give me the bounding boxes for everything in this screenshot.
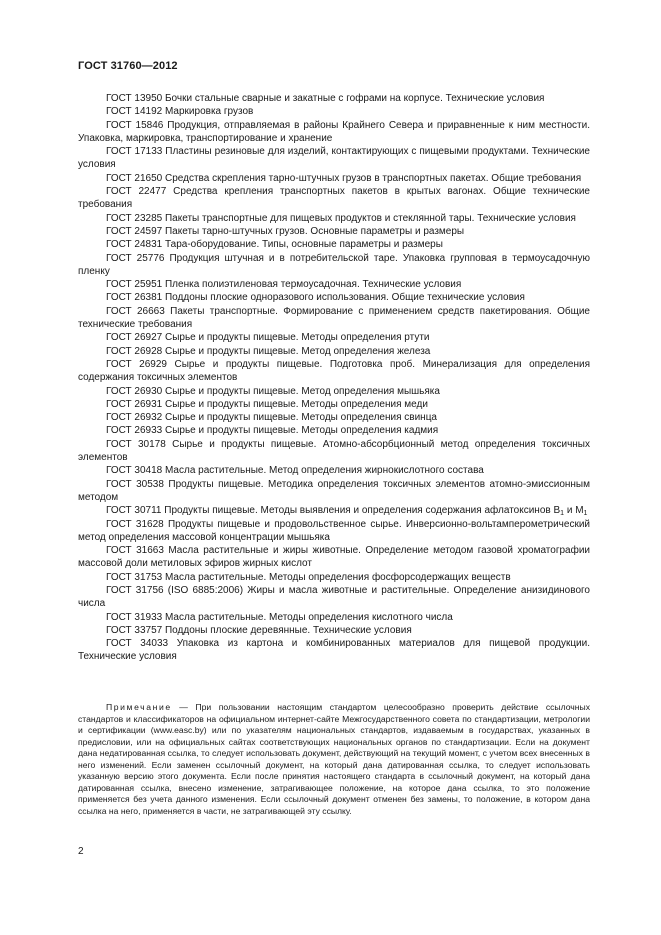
note-text: — При пользовании настоящим стандартом целесообразно проверить действие ссылочных стандартов и классификаторов на официальном интернет-сайте Межгосударственного совета по стандартизации, метрологии и сертификации (www.easc.by) или по указателям национальных стандартов, издаваемым в государствах, указанных в предисловии, или на официальных сайтах соответствующих национальных органов по стандартизации. Если на документ дана недатированная ссылка, то следует использовать документ, действующий на текущий момент, с учетом всех внесенных в него изменений. Если заменен ссылочный документ, на который дана датированная ссылка, то следует использовать указанную версию этого документа. Если после принятия настоящего стандарта в ссылочный документ, на который дана датированная ссылка, внесено изменение, затрагивающее положение, на которое дана ссылка, то это положение применяется без учета данного изменения. Если ссылочный документ отменен без замены, то положение, в котором дана ссылка на него, применяется в части, не затрагивающей эту ссылку. [78, 702, 590, 816]
reference-item: ГОСТ 24831 Тара-оборудование. Типы, основные параметры и размеры [106, 239, 443, 251]
subscript: 1 [583, 510, 588, 518]
note-paragraph [78, 702, 590, 817]
reference-item: ГОСТ 30178 Сырье и продукты пищевые. Атомно-абсорбционный метод определения токсичных элементов [78, 438, 590, 464]
reference-item: ГОСТ 31628 Продукты пищевые и продовольственное сырье. Инверсионно-вольтамперометрический метод определения массовой концентрации мышьяка [78, 518, 590, 543]
reference-item: ГОСТ 26928 Сырье и продукты пищевые. Метод определения железа [106, 345, 431, 357]
page-header-title: ГОСТ 31760—2012 [78, 60, 178, 72]
reference-item: ГОСТ 17133 Пластины резиновые для изделий, контактирующих с пищевыми продуктами. Технические условия [78, 146, 590, 171]
note-block [78, 702, 590, 817]
reference-text: ГОСТ 30711 Продукты пищевые. Методы выявления и определения содержания афлатоксинов B [106, 505, 561, 517]
reference-item: ГОСТ 14192 Маркировка грузов [106, 106, 254, 118]
reference-item: ГОСТ 26381 Поддоны плоские одноразового использования. Общие технические условия [106, 292, 525, 304]
reference-item: ГОСТ 33757 Поддоны плоские деревянные. Технические условия [106, 624, 412, 636]
reference-item: ГОСТ 22477 Средства крепления транспортных пакетов в крытых вагонах. Общие технические требования [78, 186, 590, 211]
reference-item: ГОСТ 34033 Упаковка из картона и комбинированных материалов для пищевой продукции. Технические условия [78, 638, 590, 663]
reference-item: ГОСТ 26931 Сырье и продукты пищевые. Методы определения меди [106, 398, 428, 410]
reference-item: ГОСТ 26663 Пакеты транспортные. Формирование с применением средств пакетирования. Общие технические требования [78, 305, 590, 331]
reference-item: ГОСТ 23285 Пакеты транспортные для пищевых продуктов и стеклянной тары. Технические условия [106, 212, 576, 224]
reference-item: ГОСТ 21650 Средства скрепления тарно-штучных грузов в транспортных пакетах. Общие требования [106, 172, 582, 184]
reference-item: ГОСТ 26933 Сырье и продукты пищевые. Методы определения кадмия [106, 425, 439, 437]
reference-item-30711 [78, 504, 590, 517]
reference-item: ГОСТ 30538 Продукты пищевые. Методика определения токсичных элементов атомно-эмиссионным методом [78, 478, 590, 503]
reference-item: ГОСТ 31933 Масла растительные. Методы определения кислотного числа [106, 611, 453, 623]
note-label: Примечание [106, 702, 172, 712]
reference-item: ГОСТ 31663 Масла растительные и жиры животные. Определение методом газовой хроматографии массовой доли метиловых эфиров жирных кислот [78, 545, 590, 570]
reference-item: ГОСТ 26927 Сырье и продукты пищевые. Методы определения ртути [106, 332, 430, 344]
reference-item: ГОСТ 30418 Масла растительные. Метод определения жирнокислотного состава [106, 465, 484, 477]
subscript: 1 [560, 510, 565, 518]
normative-references-list [78, 92, 590, 664]
reference-item: ГОСТ 31756 (ISO 6885:2006) Жиры и масла животные и растительные. Определение анизидинового числа [78, 584, 590, 610]
reference-item: ГОСТ 24597 Пакеты тарно-штучных грузов. Основные параметры и размеры [106, 225, 465, 237]
reference-item: ГОСТ 13950 Бочки стальные сварные и закатные с гофрами на корпусе. Технические условия [106, 93, 545, 104]
reference-item: ГОСТ 15846 Продукция, отправляемая в районы Крайнего Севера и приравненные к ним местности. Упаковка, маркировка, транспортирование и хранение [78, 119, 590, 144]
reference-item: ГОСТ 25951 Пленка полиэтиленовая термоусадочная. Технические условия [106, 279, 462, 291]
reference-text: и M [564, 505, 584, 517]
page-number: 2 [78, 846, 84, 857]
reference-item: ГОСТ 26929 Сырье и продукты пищевые. Подготовка проб. Минерализация для определения содержания токсичных элементов [78, 358, 590, 384]
reference-item: ГОСТ 26932 Сырье и продукты пищевые. Методы определения свинца [106, 412, 437, 424]
reference-item: ГОСТ 25776 Продукция штучная и в потребительской таре. Упаковка групповая в термоусадочную пленку [78, 252, 590, 277]
reference-item: ГОСТ 26930 Сырье и продукты пищевые. Метод определения мышьяка [106, 385, 440, 397]
reference-item: ГОСТ 31753 Масла растительные. Методы определения фосфорсодержащих веществ [106, 571, 511, 583]
